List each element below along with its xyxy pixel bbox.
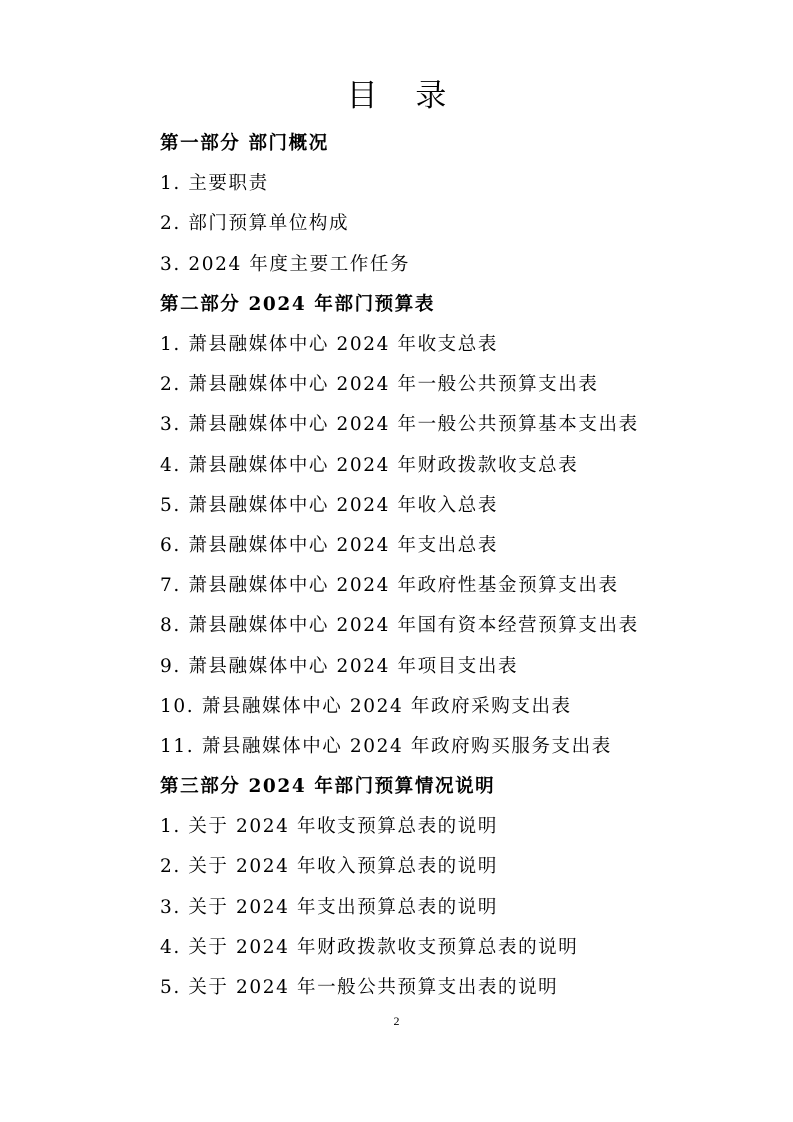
- toc-item: [160, 202, 760, 242]
- toc-item-text: 10. 萧县融媒体中心 2024 年政府采购支出表: [160, 695, 572, 717]
- section-heading-text: 第二部分 2024 年部门预算表: [160, 293, 435, 315]
- toc-item: [160, 243, 760, 283]
- toc-item: [160, 444, 760, 484]
- toc-item-text: 8. 萧县融媒体中心 2024 年国有资本经营预算支出表: [160, 615, 639, 637]
- toc-item-text: 4. 萧县融媒体中心 2024 年财政拨款收支总表: [160, 454, 579, 476]
- table-of-contents: [160, 122, 760, 1006]
- toc-item: [160, 484, 760, 524]
- toc-item-text: 5. 关于 2024 年一般公共预算支出表的说明: [160, 977, 559, 999]
- toc-item-text: 6. 萧县融媒体中心 2024 年支出总表: [160, 534, 498, 556]
- toc-item-text: 11. 萧县融媒体中心 2024 年政府购买服务支出表: [160, 735, 612, 757]
- section-heading-1: [160, 122, 760, 162]
- section-heading-2: [160, 283, 760, 323]
- toc-item: [160, 845, 760, 885]
- toc-item: [160, 604, 760, 644]
- toc-item: [160, 524, 760, 564]
- toc-item-text: 1. 萧县融媒体中心 2024 年收支总表: [160, 334, 498, 356]
- toc-item: [160, 564, 760, 604]
- toc-item: [160, 886, 760, 926]
- toc-item: [160, 644, 760, 684]
- toc-item-text: 3. 2024 年度主要工作任务: [160, 253, 411, 275]
- toc-item: [160, 403, 760, 443]
- toc-item: [160, 685, 760, 725]
- toc-item-text: 3. 萧县融媒体中心 2024 年一般公共预算基本支出表: [160, 414, 639, 436]
- toc-item-text: 1. 主要职责: [160, 173, 269, 195]
- toc-item-text: 4. 关于 2024 年财政拨款收支预算总表的说明: [160, 936, 579, 958]
- toc-item: [160, 926, 760, 966]
- toc-item-text: 2. 关于 2024 年收入预算总表的说明: [160, 856, 498, 878]
- toc-item: [160, 323, 760, 363]
- page-title: 目 录: [346, 78, 461, 114]
- toc-item: [160, 363, 760, 403]
- toc-item-text: 1. 关于 2024 年收支预算总表的说明: [160, 816, 498, 838]
- toc-item-text: 9. 萧县融媒体中心 2024 年项目支出表: [160, 655, 519, 677]
- section-heading-text: 第一部分 部门概况: [160, 133, 329, 155]
- section-heading-3: [160, 765, 760, 805]
- toc-item-text: 2. 萧县融媒体中心 2024 年一般公共预算支出表: [160, 374, 599, 396]
- toc-item-text: 5. 萧县融媒体中心 2024 年收入总表: [160, 494, 498, 516]
- toc-item: [160, 805, 760, 845]
- toc-item: [160, 162, 760, 202]
- toc-item: [160, 725, 760, 765]
- toc-item-text: 7. 萧县融媒体中心 2024 年政府性基金预算支出表: [160, 575, 619, 597]
- section-heading-text: 第三部分 2024 年部门预算情况说明: [160, 776, 496, 798]
- toc-item-text: 2. 部门预算单位构成: [160, 213, 350, 235]
- toc-item: [160, 966, 760, 1006]
- toc-item-text: 3. 关于 2024 年支出预算总表的说明: [160, 896, 498, 918]
- page-number: 2: [393, 1014, 400, 1028]
